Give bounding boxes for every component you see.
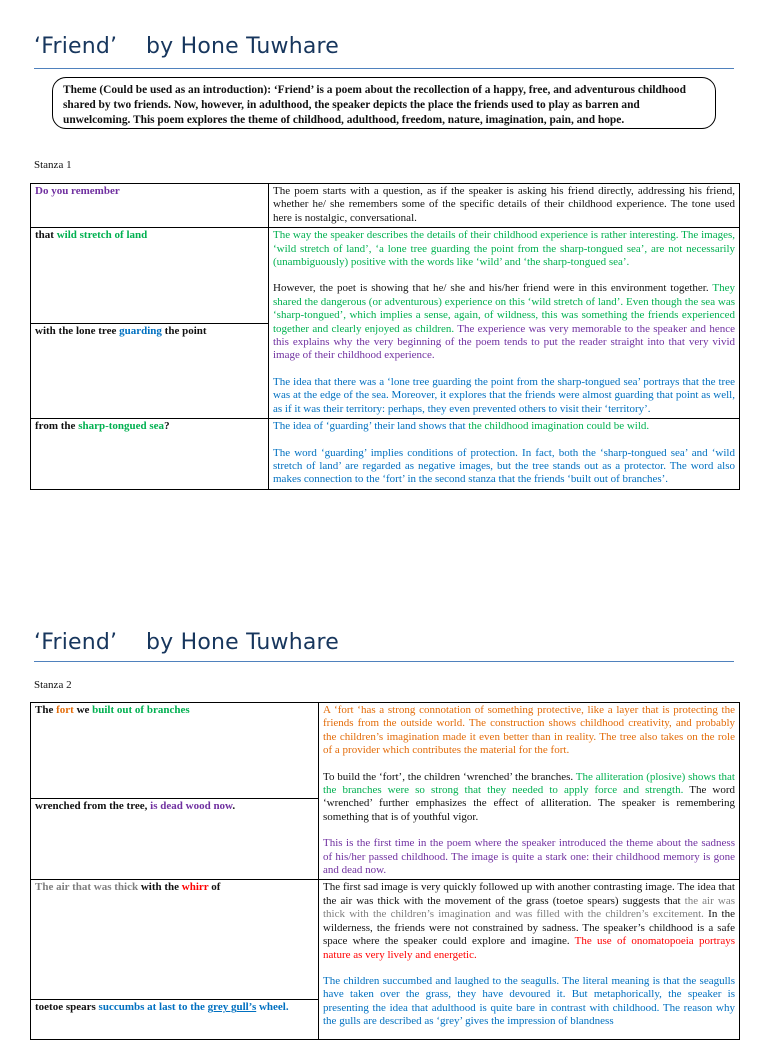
title-rule xyxy=(34,661,734,662)
poem-line: with the lone tree guarding the point xyxy=(31,324,269,419)
page-title: ‘Friend’ by Hone Tuwhare xyxy=(34,34,340,59)
analysis-note: The idea of ‘guarding’ their land shows that the childhood imagination could be wild. The word ‘guarding’ implies conditions of protection. In fact, both the ‘sharp-tongued sea’ and ‘wild stretch of land’ are regarded as negative images, but the tree stands out as a protector. The word also makes connection to the ‘fort’ in the second stanza that the friends ‘built out of branches’. xyxy=(269,419,740,490)
stanza2-table xyxy=(30,702,740,1040)
title-rule xyxy=(34,68,734,69)
poem-line: Do you remember xyxy=(31,184,269,228)
table-row xyxy=(31,419,740,490)
page-title: ‘Friend’ by Hone Tuwhare xyxy=(34,630,340,655)
table-row xyxy=(31,184,740,228)
stanza-label: Stanza 1 xyxy=(34,159,72,171)
stanza-label: Stanza 2 xyxy=(34,679,72,691)
poem-line: wrenched from the tree, is dead wood now. xyxy=(31,798,319,880)
table-row xyxy=(31,703,740,799)
poem-line: The air that was thick with the whirr of xyxy=(31,880,319,1000)
theme-box xyxy=(52,77,716,129)
analysis-note: The first sad image is very quickly followed up with another contrasting image. The idea that the air was thick with the movement of the grass (toetoe spears) suggests that the air was thick with the children’s imagination and was filled with the children’s excitement. In the wilderness, the friends were not constrained by sadness. The speaker’s childhood is a safe space where the speaker could explore and imagine. The use of onomatopoeia portrays nature as very lively and energetic. The children succumbed and laughed to the seagulls. The literal meaning is that the seagulls have taken over the grass, they have devoured it. But metaphorically, the speaker is presenting the idea that adulthood is quite bare in contrast with childhood. The reason why the gulls are described as ‘grey’ gives the impression of blandness xyxy=(319,880,740,1040)
poem-line: from the sharp-tongued sea? xyxy=(31,419,269,490)
analysis-note: A ‘fort ‘has a strong connotation of something protective, like a layer that is protecting the friends from the outside world. The construction shows childhood creativity, and probably the children’s imagination made it even better than in reality. The tree also takes on the role of a provider which contributes the material for the fort. To build the ‘fort’, the children ‘wrenched’ the branches. The alliteration (plosive) shows that the branches were so strong that they needed to apply force and strength. The word ‘wrenched’ further emphasizes the effect of alliteration. The speaker is remembering something that is of youthful vigor. This is the first time in the poem where the speaker introduced the theme about the sadness of his/her passed childhood. The image is quite a stark one: their childhood memory is gone and dead now. xyxy=(319,703,740,880)
analysis-note: The way the speaker describes the details of their childhood experience is rather interesting. The images, ‘wild stretch of land’, ‘a lone tree guarding the point from the sharp-tongued sea’, are not necessarily (unambiguously) positive with the words like ‘wild’ and ‘the sharp-tongued sea’. However, the poet is showing that he/ she and his/her friend were in this environment together. They shared the dangerous (or adventurous) experience on this ‘wild stretch of land’. Even though the sea was ‘sharp-tongued’, which implies a sense, again, of wildness, this was something the friends experienced together and clearly enjoyed as children. The experience was very memorable to the speaker and hence this explains why the very beginning of the poem tends to put the reader straight into that very vivid image of their childhood experience. The idea that there was a ‘lone tree guarding the point from the sharp-tongued sea’ portrays that the tree was at the edge of the sea. Moreover, it explores that the friends were almost guarding that point as well, as if it was their territory: perhaps, they even prevented others to visit their ‘territory’. xyxy=(269,228,740,419)
stanza1-table xyxy=(30,183,740,490)
poem-line: that wild stretch of land xyxy=(31,228,269,324)
table-row xyxy=(31,880,740,1000)
table-row xyxy=(31,228,740,324)
theme-text: Theme (Could be used as an introduction): ‘Friend’ is a poem about the recollection of a happy, free, and adventurous childhood shared by two friends. Now, however, in adulthood, the speaker depicts the place the friends used to play as barren and unwelcoming. This poem explores the theme of childhood, adulthood, freedom, nature, imagination, pain, and hope. xyxy=(63,84,686,127)
analysis-note: The poem starts with a question, as if the speaker is asking his friend directly, addressing his friend, whether he/ she remembers some of the specific details of their childhood experience. The tone used here is nostalgic, conversational. xyxy=(269,184,740,228)
poem-line: The fort we built out of branches xyxy=(31,703,319,799)
poem-line: toetoe spears succumbs at last to the grey gull’s wheel. xyxy=(31,1000,319,1040)
